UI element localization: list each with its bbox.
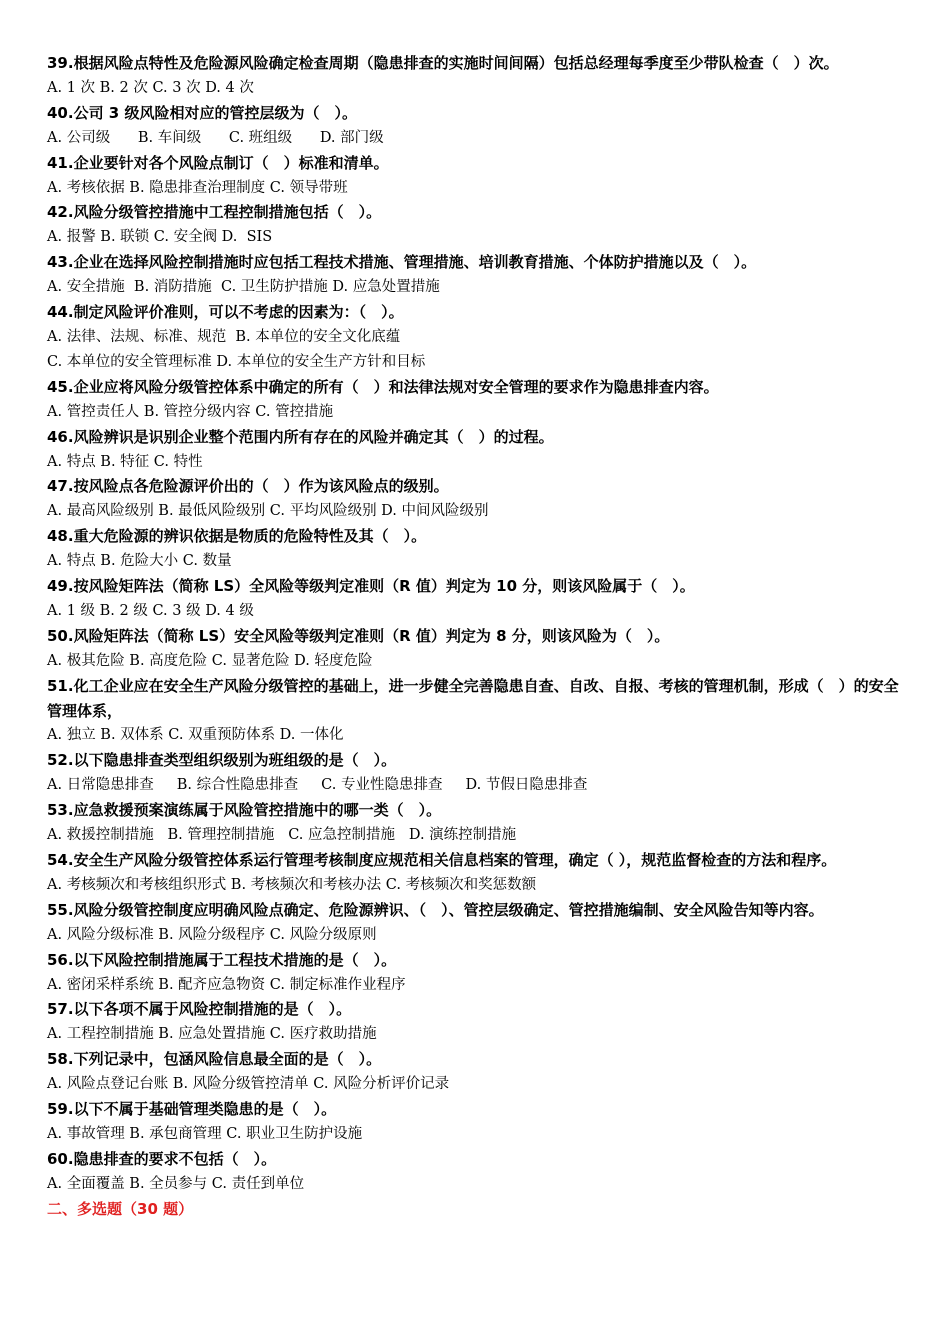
answer-options: A. 特点 B. 特征 C. 特性 (47, 453, 203, 470)
question-text: 58.下列记录中，包涵风险信息最全面的是（ ）。 (47, 1050, 382, 1069)
answer-options: A. 法律、法规、标准、规范 B. 本单位的安全文化底蕴 (47, 328, 401, 345)
question-text: 40.公司 3 级风险相对应的管控层级为（ ）。 (47, 103, 357, 122)
answer-options: A. 风险点登记台账 B. 风险分级管控清单 C. 风险分析评价记录 (47, 1076, 450, 1093)
answer-options: A. 救援控制措施 B. 管理控制措施 C. 应急控制措施 D. 演练控制措施 (47, 827, 517, 844)
answer-options: A. 日常隐患排查 B. 综合性隐患排查 C. 专业性隐患排查 D. 节假日隐患排查 (47, 777, 588, 794)
question-text: 57.以下各项不属于风险控制措施的是（ ）。 (47, 1000, 352, 1019)
question-text: 49.按风险矩阵法（简称 LS）全风险等级判定准则（R 值）判定为 10 分，则该风险属于（ ）。 (47, 577, 695, 596)
question-text: 60.隐患排查的要求不包括（ ）。 (47, 1149, 277, 1168)
answer-options: A. 考核依据 B. 隐患排查治理制度 C. 领导带班 (47, 179, 348, 196)
answer-options: A. 工程控制措施 B. 应急处置措施 C. 医疗救助措施 (47, 1026, 377, 1043)
answer-options: A. 1 级 B. 2 级 C. 3 级 D. 4 级 (47, 602, 254, 619)
question-text: 47.按风险点各危险源评价出的（ ）作为该风险点的级别。 (47, 477, 449, 496)
answer-options: A. 管控责任人 B. 管控分级内容 C. 管控措施 (47, 403, 334, 420)
answer-options: A. 1 次 B. 2 次 C. 3 次 D. 4 次 (47, 79, 254, 96)
question-text: 56.以下风险控制措施属于工程技术措施的是（ ）。 (47, 950, 397, 969)
answer-options: A. 密闭采样系统 B. 配齐应急物资 C. 制定标准作业程序 (47, 976, 406, 993)
question-text: 48.重大危险源的辨识依据是物质的危险特性及其（ ）。 (47, 527, 427, 546)
question-text: 44.制定风险评价准则，可以不考虑的因素为：（ ）。 (47, 303, 404, 322)
question-text: 55.风险分级管控制度应明确风险点确定、危险源辨识、（ ）、管控层级确定、管控措施编制、安全风险告知等内容。 (47, 900, 824, 919)
answer-options: A. 事故管理 B. 承包商管理 C. 职业卫生防护设施 (47, 1125, 363, 1142)
question-text: 52.以下隐患排查类型组织级别为班组级的是（ ）。 (47, 751, 397, 770)
answer-options: A. 风险分级标准 B. 风险分级程序 C. 风险分级原则 (47, 926, 377, 943)
question-text: 45.企业应将风险分级管控体系中确定的所有（ ）和法律法规对安全管理的要求作为隐患排查内容。 (47, 377, 719, 396)
question-text: 53.应急救援预案演练属于风险管控措施中的哪一类（ ）。 (47, 801, 442, 820)
question-text: 59.以下不属于基础管理类隐患的是（ ）。 (47, 1100, 337, 1119)
answer-options: A. 极其危险 B. 高度危险 C. 显著危险 D. 轻度危险 (47, 652, 373, 669)
answer-options: A. 报警 B. 联锁 C. 安全阀 D. SIS (47, 229, 273, 246)
answer-options: C. 本单位的安全管理标准 D. 本单位的安全生产方针和目标 (47, 353, 426, 370)
question-text: 39.根据风险点特性及危险源风险确定检查周期（隐患排查的实施时间间隔）包括总经理每季度至少带队检查（ ）次。 (47, 54, 839, 72)
answer-options: A. 公司级 B. 车间级 C. 班组级 D. 部门级 (47, 129, 384, 146)
section-heading-multiple-choice: 二、多选题（30 题） (47, 1199, 194, 1218)
answer-options: A. 安全措施 B. 消防措施 C. 卫生防护措施 D. 应急处置措施 (47, 279, 440, 296)
question-text: 42.风险分级管控措施中工程控制措施包括（ ）。 (47, 203, 382, 222)
question-text: 50.风险矩阵法（简称 LS）安全风险等级判定准则（R 值）判定为 8 分，则该风险为（ ）。 (47, 626, 670, 645)
answer-options: A. 全面覆盖 B. 全员参与 C. 责任到单位 (47, 1175, 305, 1192)
question-text: 46.风险辨识是识别企业整个范围内所有存在的风险并确定其（ ）的过程。 (47, 427, 554, 446)
question-text: 41.企业要针对各个风险点制订（ ）标准和清单。 (47, 153, 389, 172)
answer-options: A. 考核频次和考核组织形式 B. 考核频次和考核办法 C. 考核频次和奖惩数额 (47, 876, 537, 893)
answer-options: A. 最高风险级别 B. 最低风险级别 C. 平均风险级别 D. 中间风险级别 (47, 503, 489, 520)
question-text: 51.化工企业应在安全生产风险分级管控的基础上，进一步健全完善隐患自查、自改、自报、考核的管理机制，形成（ ）的安全管理体系， (47, 676, 899, 720)
question-text: 54.安全生产风险分级管控体系运行管理考核制度应规范相关信息档案的管理，确定（ ），规范监督检查的方法和程序。 (47, 851, 837, 869)
question-text: 43.企业在选择风险控制措施时应包括工程技术措施、管理措施、培训教育措施、个体防护措施以及（ ）。 (47, 253, 757, 272)
answer-options: A. 独立 B. 双体系 C. 双重预防体系 D. 一体化 (47, 727, 344, 744)
answer-options: A. 特点 B. 危险大小 C. 数量 (47, 553, 232, 570)
question-list (47, 51, 910, 1197)
